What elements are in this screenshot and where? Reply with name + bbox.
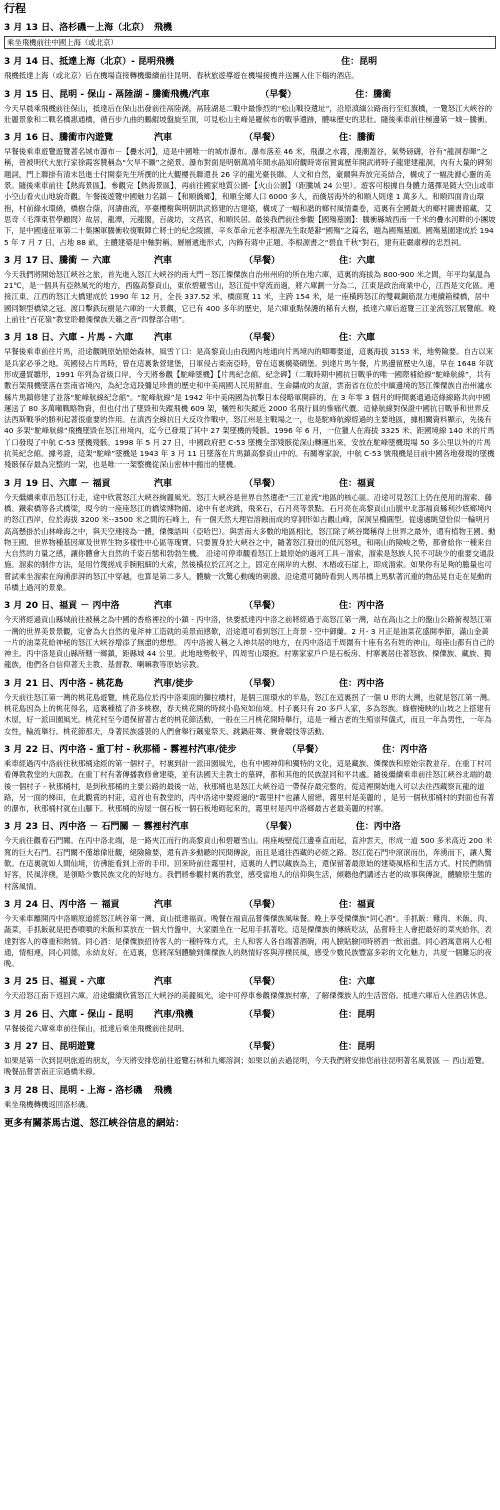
links-label: 更多有關茶馬古道、怒江峽谷信息的網站： <box>4 1117 185 1129</box>
day-entry <box>4 976 496 1001</box>
day-route: 3 月 19 日、六庫 － 福貢 <box>4 478 111 489</box>
day-lodging <box>339 1085 496 1098</box>
day-entry <box>4 22 496 49</box>
day-lodging: 住：六庫 <box>339 977 376 988</box>
day-meals: （早餐） <box>244 977 281 988</box>
day-title-row <box>4 1009 496 1022</box>
day-lodging: 住：丙中洛 <box>355 822 401 833</box>
day-transport: 汽車 <box>170 822 189 833</box>
day-route: 3 月 20 日、福貢 － 丙中洛 <box>4 601 120 612</box>
day-description: 今天前往觀看石門關。在丙中洛北端，是一路夾江而行的高黎貢山和碧羅雪山。兩座峻壁從江邊垂直而起，直沖雲天，形成一道 500 多米高近 200 米寬的巨大石門。石門關不僅雄偉壯觀，絕險險要，還有許多動聽的民間傳說，而且是通往西藏的必經之路。怒江從石門中滾滾而出，奔湧而下，讓人驚歎。在這裏就如人間仙境，彷彿能看到上帝的手印。回來時前往霧里村，這裏的人們以藏族為主，還保留著最原始的建築風格和生活方式。村民們熱情好客，民風淳樸，是領略少數民族文化的好地方。我們將參觀村裏的教堂，感受當地人的信仰與生活，傾聽他們講述古老的故事與傳說，體驗原生態的村落風情。 <box>4 836 493 891</box>
day-description: 今天將經過貢山縣城前往被稱之為中國的香格裡拉的小鎮 - 丙中洛，快要抵達丙中洛之前將經過于高怒江第一灣，站在高山之上的盤山公路俯視怒江第一灣的世界美景景觀，定會為大自然的鬼斧神工造就的美景而感歎，沿途還可看到怒江上奇景 - 空中御蘭。2 月- 3 月正是油菜花盛開季節，滿山金黃一片的油菜花給神秘的怒江大峽谷增添了無盡的想想。 丙中洛被人稱之人神共居的地方，在丙中洛這千周圍有十座有名有姓的神山，每座山都有自己的神主。丙中洛是貢山縣所轄一鄉鎮，距縣城 44 公里。此地地勢較平，四周雪山環抱。村寨家家戶戶是石板房、村寨裏居住著怒族、傈僳族、藏族、獨龍族，他們各自信仰著天主教、基督教、喇嘛教等原始宗教。 <box>4 615 495 670</box>
day-title-row <box>4 678 496 691</box>
day-description: 今天繼續乘車沿怒江行走，途中欣賞怒江大峽谷絢麗風光。怒江大峽谷是世界自然遺產“三江並流”地區的核心區。沿途可見怒江上仍在使用的溜索、藤橋、鐵索橋等各式橋梁，現今的一座座怒江的橋梁博物館。途中有老虎跳，飛來石，石月亮等景點。石月亮在高黎貢山山脈中北部福貢縣利沙底鄉境內的怒江西岸，位於海拔 3200 米--3500 米之間的石峰上，有一個天然大理岩溶蝕而成的穿洞形如古觀山峰，深洞呈橢圓型。從遠處眺望恰似一輪明月高高懸掛於山林峰海之中，與天空連接為一體，傈僳語叫（亞哈巴）。與雲南大多數的地區相比，怒江除了峽谷聞稱得上世界之最外，還有植物王國、動物王國、世界物種基因庫及世界生物多樣性中心區等瑰寶。只要置身於大峽谷之中，隨著怒江發出的低沉怒吼，和兩山的險峻之勢，都會給你一種來自大自然的力量之感，讓你體會大自然的千姿百態和勃勃生機。 沿途可停車觀看怒江上最原始的過河工具－溜索，溜索是怒族人民不可缺少的重要交通設施。溜索的制作方法，是用竹蔑搓成手腕粗細的大索，然後橫拉於江河之上，固定在兩岸的大樹、木樁或石崖上，即成溜索。如果你有足夠的膽量也可嘗試乘坐溜索在洶湧澎湃的怒江中穿越，也算是第二多人，體驗一次驚心動魄的刺激。沿途還可隨時看到人馬吊橋上馬馱著沉重的物品晃自走在晃動的吊橋上過河的景象。 <box>4 492 496 592</box>
day-transport: 汽車/徒步 <box>197 744 237 755</box>
day-entry <box>4 678 496 737</box>
day-meals: （早餐） <box>260 89 297 100</box>
day-title-row <box>4 744 496 757</box>
day-lodging: 住：丙中洛 <box>339 678 385 689</box>
day-route: 3 月 28 日、昆明 - 上海 - 洛杉磯 <box>4 1085 143 1096</box>
day-entry <box>4 600 496 670</box>
day-description: 今天早晨乘飛機前往保山，抵達后在保山出發前往鬲陸湖，鬲陸湖是二戰中最慘烈的“松山戰役遺址”，沿原滇緬公路南行至紅旗橋，一覽怒江大峽谷的壯麗景象和二戰名橋惠通橋，循百步九曲的鵬鯤坡盤旋至頂，可見松山主峰是羅候布的戰爭遺跡，體味歷史的悲壯。隨後乘車前往極邊第一城－騰衝。 <box>4 103 493 124</box>
day-lodging: 住：騰衝 <box>339 133 376 144</box>
day-entry <box>4 332 496 470</box>
day-description: 今天前往怒江第一灣的桃花島遊覽，桃花島位於丙中洛東面的獅拉橋村，是個三面環水的半島，怒江在這裏拐了一個 U 形的大灣，也就是怒江第一灣。桃花島因為上的桃花得名，這裏種植了許多桃樹，春天桃花開的時候小島宛如仙境。村子裏只有 20 多戶人家，多為怒族。綠樹掩映的山坡之上搭建有木屋，好一派田園風光。桃花村至今還保留著古老的桃花節活動，一般在三月桃花開時舉行，這是一種古老的生殖崇拜儀式，而且一年為男性，一年為女性，輪流舉行。桃花節那天，身著民族盛裝的人們會舉行飆鬼祭天、跳鍋莊舞、賽會競技等活動。 <box>4 692 495 736</box>
day-lodging: 住：昆明 <box>341 57 378 68</box>
day-title-row <box>4 478 496 491</box>
day-transport: 汽車/徒步 <box>154 678 194 689</box>
day-description: 乘坐飛機轉機返回洛杉磯。 <box>4 1099 93 1109</box>
day-meals <box>246 56 341 69</box>
day-title-row <box>4 255 496 268</box>
day-description: 早餐後乘車前往片馬，沿途觀眺原始原始森林，風雪丫口：是高黎貢山由我國內地通向片馬境內的唧唧要道，這裏海拔 3153 米，地勢險要。自古以來是兵家必爭之地。英國侵占片馬時，曾在這裏紮營建堡，日軍侵占東南亞時，曾在這裏構築碉堡。到達片馬午餐，片馬邊留歷史久遠，早在 1648 年就形成邊貿雛形，1991 年列為省級口岸。今天將參觀【駝峰墜機】【片馬紀念館、紀念碑】（二戰時期中國抗日戰爭的唯一國際補給線“駝峰航線”，共有數百架飛機墜落在雲南省境內，為紀念這段彌足珍貴的歷史和中美兩國人民用鮮血、生命鑄成的友誼，雲南省在位於中緬邊境的怒江傈僳族自治州瀘水縣片馬鎮修建了並落“駝峰航線紀念館”。“駝峰航線”是 1942 年中美兩國為抗擊日本侵略軍開辟的。在 3 年零 3 個月的時間裏通過這條線路共向中國運送了 80 多萬噸戰略物資，但也付出了墜毀和失蹤飛機 609 架，犧牲和失蹤近 2000 名飛行員的慘痛代價。這條航線對保證中國抗日戰爭和世界反法西斯戰爭的勝利起著很重要的作用。在滇西全線抗日大反攻作戰中，怒江州是主戰場之一，也是駝峰航線經過的主要地區，據相關資料顯示，先後有 40 多架“駝峰航線”飛機墜毀在怒江州境內，迄今已發現了其中 27 架墜機的殘骸。1996 年 6 月，一位獵人在海拔 3325 米、距國境線 140 米的片馬丫口發現了中航 C-53 墜機殘骸。1998 年 5 月 27 日，中國政府把 C-53 墜機全部殘骸從深山轉運出來，安放在駝峰墜機現場 50 多公里以外的片馬抗英紀念館。據考證，這架“駝峰”墜機是 1943 年 3 月 11 日墜落在片馬鎮高黎貢山中的。有關專家說，中航 C-53 號飛機是目前中國各地發現的墜機殘骸保存最為完整的一架，也是唯一一架整機從深山密林中搬出的墜機。 <box>4 347 495 470</box>
day-meals: （早餐） <box>244 478 281 489</box>
day-title-row <box>4 1041 496 1054</box>
day-lodging: 住：丙中洛 <box>382 744 428 755</box>
day-transport: 飛機/汽車 <box>170 89 210 100</box>
day-title-row <box>4 899 496 912</box>
day-lodging: 住：丙中洛 <box>339 601 385 612</box>
day-transport: 汽車 <box>154 899 173 910</box>
day-route: 3 月 17 日、騰衝 － 六庫 <box>4 255 111 266</box>
day-lodging: 住：騰衝 <box>355 89 392 100</box>
day-lodging <box>339 22 496 35</box>
day-transport: 汽車 <box>154 977 173 988</box>
day-route: 3 月 24 日、丙中洛 － 福貢 <box>4 899 120 910</box>
day-entry <box>4 89 496 126</box>
day-entry <box>4 1009 496 1034</box>
day-title-row <box>4 1085 496 1098</box>
day-transport: 汽車 <box>154 478 173 489</box>
day-lodging: 住：昆明 <box>339 1009 376 1020</box>
day-meals: （早餐） <box>244 899 281 910</box>
day-description: 乘坐飛機前往中國上海（或北京） <box>4 36 496 49</box>
day-meals <box>244 22 339 35</box>
day-route: 3 月 26 日、六庫 - 保山 - 昆明 <box>4 1009 134 1020</box>
day-entry <box>4 56 496 81</box>
day-description: 如果是第一次到昆明旅遊的朋友，今天將安排您前往遊覽石林和九鄉溶洞；如果以前去過昆明，今天我們將安排您前往昆明著名風景區 － 西山遊覽。晚餐品嘗雲南正宗過橋米線。 <box>4 1056 490 1077</box>
day-lodging: 住：昆明 <box>339 1042 376 1052</box>
day-route: 3 月 18 日、六庫 - 片馬 - 六庫 <box>4 333 134 344</box>
day-lodging: 住：福貢 <box>339 478 376 489</box>
day-title-row <box>4 132 496 145</box>
day-transport: 飛機 <box>154 1085 173 1096</box>
day-route: 3 月 13 日、洛杉磯－上海（北京） <box>4 23 150 33</box>
day-title-row <box>4 600 496 613</box>
day-entry <box>4 744 496 814</box>
day-title-row <box>4 976 496 989</box>
day-route: 3 月 16 日、騰衝市內遊覽 <box>4 133 114 144</box>
day-transport: 汽車/飛機 <box>154 1009 194 1020</box>
day-meals: （早餐） <box>244 333 281 344</box>
day-meals: （早餐） <box>244 678 281 689</box>
day-transport: 汽車 <box>154 601 173 612</box>
day-description: 今天沿怒江南下返回六庫。沿途繼續欣賞怒江大峽谷的美麗風光，途中可停車參觀傈僳族村寨，了解傈僳族人的生活習俗。抵達六庫后入住酒店休息。 <box>4 991 492 1001</box>
day-entry <box>4 255 496 325</box>
day-description: 乘車經過丙中洛前往秋那桶途經的第一個村子，村裏到計一派田園風光，也有中國神仰和獨特的文化，這是藏族、傈僳族和原始宗教並存。在重丁村可看傳教教堂的大面教。在重丁村有著傳播教修會建築，並有法國天主教士的墓碑，都和其他的民族混同和平共處。隨後繼續乘車前往怒江峽谷北端的最後一個村子 - 秋那桶村，是到秋那桶的主要公路的最後一站，秋那桶也是怒江大峽谷這一帶保存最完整的，從這裡開始進入可以去往西藏察瓦龍的道路，另一面的梯田，在此觀賞的村莊，這首也有教堂的，丙中洛途中要經過的“霧里村”也讓人留戀，霧里村是美麗的 ，是另一個秋那桶村的對面也有著的瀑布，秋那桶村就在山腳下。秋那桶的房屋一個石板一個石板地砌起來的，霧里村是丙中洛鄉最古老最美麗的村寨。 <box>4 758 495 814</box>
day-description: 早餐後從六庫乘車前往保山，抵達后乘坐飛機前往昆明。 <box>4 1023 189 1033</box>
day-route: 3 月 25 日、福貢 - 六庫 <box>4 977 106 988</box>
day-meals <box>244 1085 339 1098</box>
day-description: 飛機抵達上海（或北京）后在機場直接轉機繼續前往昆明。春秋旅遊導遊在機場接機并送團入住下榻的酒店。 <box>4 71 359 81</box>
day-meals: （早餐） <box>244 1042 281 1052</box>
day-title-row <box>4 332 496 345</box>
day-meals: （早餐） <box>260 822 297 833</box>
day-title-row <box>4 89 496 102</box>
day-meals: （早餐） <box>244 1009 281 1020</box>
day-title-row <box>4 56 496 69</box>
day-route: 3 月 23 日、丙中洛 － 石門關 － 霧裡村 <box>4 822 171 833</box>
day-title-row <box>4 821 496 834</box>
day-transport: 汽車 <box>154 133 173 144</box>
day-meals: （早餐） <box>244 133 281 144</box>
day-transport: 飛機 <box>154 23 173 33</box>
itinerary-heading: 行程 <box>4 2 26 15</box>
day-entry <box>4 899 496 969</box>
day-lodging: 住：福貢 <box>339 899 376 910</box>
day-entry <box>4 132 496 248</box>
day-meals: （早餐） <box>287 744 324 755</box>
day-entry <box>4 1085 496 1110</box>
day-route: 3 月 21 日、丙中洛 - 桃花島 <box>4 678 124 689</box>
day-transport: 飛機 <box>156 57 175 68</box>
day-route: 3 月 15 日、昆明 - 保山 - 鬲陸湖 - 騰衝 <box>4 89 171 100</box>
day-meals: （早餐） <box>244 601 281 612</box>
day-description: 早餐後乘車遊覽遊覽著名城市瀑布－【疊水河】，這是中國唯一的城市瀑布。瀑布落差 46 米，飛瀑之水霧，漫潮蓋谷，氣勢磅礴，谷有“龍洞春暉”之稱，曾被明代大旅行家徐霞客贊稱為“欠旱不曠”之絕景。瀑布對面是明朝萬靖年間水晶知府觀時寄宿置寓歷年開武將時子龍建建龍洞，內有大量的碑刻題詞，門上聯掛有清末邑進士付開泰先生所撰的比大觀樓長聯還長 26 字的龍光臺長聯。人文和自然，豪爾與奔放完美結合，構成了一幅洗滌心靈的美景。隨後乘車前往【熱海景區】。參觀完【熱海景區】，再前往國家地質公園-【火山公園】（距騰城 24 公里）。遊客可根據自身體力選擇是随大空山或車小空山看火山地貌奇觀。午餐後遊覽中國魅力名鎮－【和順僑鄉】，和順全鄉人口 6000 多人，而僑居海外的和順人則達 1 萬多人。和順四面青山環抱，村前綠水環繞，橋樹合蔭，河濤曲流，亭臺樓榭與明朝洪武修建的古建築，構成了一幅和諧的鄉村風情畫卷，這裏有全國最大的鄉村圖書館藏、艾思奇（毛澤東哲學顧問）故居，龍潭，元龍閣，百歲坊，文昌宮，和順民居。最後我們前往參觀【國殤墓園】：騰衝縣城西南一千米的疊水河畔的小團坡下，是中國遠征軍第二十集團軍騰衝收復戰陣亡將士的紀念陵園，辛亥革命元老李根源先生取楚辭“國殤”之篇名，題為國殤墓園。國殤墓園建成於 1945 年 7 月 7 日，占地 88 畝，主體建築是中軸對稱、層層遞進形式，內飾有蔣中正題、李根源書之“碧血千秋”對石，建有莊嚴肅穆的忠烈祠。 <box>4 147 496 247</box>
day-entry <box>4 478 496 594</box>
day-route: 3 月 27 日、昆明遊覽 <box>4 1042 96 1052</box>
day-route: 3 月 14 日、抵達上海（北京）- 昆明 <box>4 57 157 68</box>
day-description: 今天我們將開始怒江峽谷之旅，首先進入怒江大峽谷的南大門－怒江傈僳族自治州州府的所在地六庫，這裏的海拔為 800-900 米之間，年平均氣溫為 21℃，是一個具有亞熱風光的地方，西臨高黎貢山，東依碧羅雪山，怒江從中穿流而過，將六庫劃一分為二，江東是政治商業中心，江西是文化區。連接江東、江西的怒江大橋建成於 1990 年 12 月，全長 337.52 米，橋面寬 11 米，主跨 154 米，是一座橫跨怒江的雙載鋼筋混力連續箱樑橋，居中國同類型橋梁之冠。渡口擊鉄玩樹是六庫的一大景觀，它已有 400 多年的歷史，是六庫重點保護的稀有大樹，抵達六庫后遊覽三江並流怒江展覽館。晚上前往“百花嶺”教堂聆聽傈僳族天籟之音“四聲部合唱”。 <box>4 269 496 325</box>
day-transport <box>154 1041 244 1054</box>
day-entry <box>4 821 496 891</box>
day-transport: 汽車 <box>154 333 173 344</box>
day-title-row <box>4 22 496 35</box>
day-list <box>4 22 496 1110</box>
day-lodging: 住：六庫 <box>339 333 376 344</box>
day-transport: 汽車 <box>154 255 173 266</box>
day-meals: （早餐） <box>244 255 281 266</box>
day-route: 3 月 22 日、丙中洛 - 重丁村 - 秋那桶 - 霧裡村 <box>4 744 198 755</box>
day-description: 今天乘車離開丙中洛順原道經怒江峽谷第一灣、貢山抵達福貢。晚餐在福貢品嘗傈僳族風味餐。晚上享受傈僳族“同心酒”。手抓飯：雞肉、米飯、肉、蔬菜，手抓飯就是把香噴噴的米飯和菜放在一個大竹盤中，大家圍坐在一起用手抓著吃。這是傈僳族的傳統吃法，品嘗時主人會把最好的菜夾給你，表達對客人的尊重和熱情。同心酒：是傈僳族招待客人的一種特殊方式，主人和客人各自端著酒碗，兩人臉貼臉同時將酒一飲而盡。同心酒寓意兩人心相通，情相連，同心同德，永結友好。在這裏，您將深刻體驗到傈僳族人的熱情好客與淳樸民風，感受少數民族豐富多彩的文化魅力，共度一個難忘的夜晚。 <box>4 913 493 969</box>
day-entry <box>4 1041 496 1078</box>
day-lodging: 住：六庫 <box>339 255 376 266</box>
